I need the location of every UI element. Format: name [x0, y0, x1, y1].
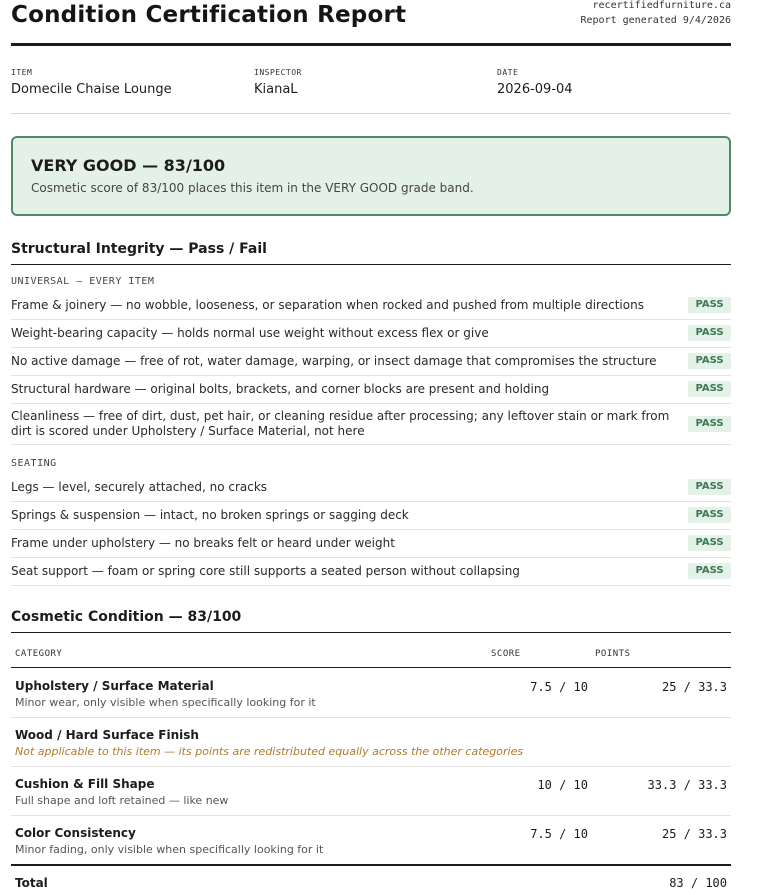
report-title: Condition Certification Report: [11, 2, 407, 28]
category-name: Wood / Hard Surface Finish: [15, 728, 199, 742]
check-row: [11, 348, 731, 376]
pass-badge: PASS: [688, 381, 731, 397]
seating-label: SEATING: [11, 458, 57, 469]
check-text: Frame under upholstery — no breaks felt or heard under weight: [11, 536, 395, 550]
check-row: [11, 474, 731, 502]
pass-badge: PASS: [688, 479, 731, 495]
generated-date: Report generated 9/4/2026: [580, 15, 731, 26]
category-name: Color Consistency: [15, 826, 136, 840]
category-score: 10 / 10: [537, 778, 588, 792]
category-points: 25 / 33.3: [661, 827, 727, 841]
category-score: 7.5 / 10: [530, 827, 588, 841]
grade-title: VERY GOOD — 83/100: [31, 156, 226, 175]
category-note: Full shape and loft retained — like new: [15, 794, 229, 807]
pass-badge: PASS: [688, 297, 731, 313]
total-value: 83 / 100: [669, 876, 727, 890]
cosmetic-section-title: Cosmetic Condition — 83/100: [11, 609, 731, 633]
meta-date-value: 2026-09-04: [497, 82, 573, 97]
check-text: Seat support — foam or spring core still supports a seated person without collapsing: [11, 564, 520, 578]
table-row: [11, 816, 731, 864]
table-row: [11, 718, 731, 767]
meta-item-label: ITEM: [11, 68, 33, 77]
grade-summary: [11, 136, 731, 216]
check-row: [11, 558, 731, 586]
meta-item-value: Domecile Chaise Lounge: [11, 82, 172, 97]
check-row: [11, 502, 731, 530]
category-score: 7.5 / 10: [530, 680, 588, 694]
check-text: Frame & joinery — no wobble, looseness, or separation when rocked and pushed from multiple directions: [11, 298, 644, 312]
header-score: SCORE: [491, 649, 521, 659]
check-text: Weight-bearing capacity — holds normal use weight without excess flex or give: [11, 326, 489, 340]
header-points: POINTS: [595, 649, 631, 659]
report-header: [11, 0, 731, 46]
cosmetic-table-header: [11, 632, 731, 668]
total-row: [11, 864, 731, 895]
meta-date: [497, 68, 573, 97]
check-row: [11, 530, 731, 558]
meta-date-label: DATE: [497, 68, 519, 77]
check-text: Springs & suspension — intact, no broken springs or sagging deck: [11, 508, 409, 522]
universal-label: UNIVERSAL — EVERY ITEM: [11, 276, 155, 287]
pass-badge: PASS: [688, 416, 731, 432]
pass-badge: PASS: [688, 563, 731, 579]
category-note: Minor wear, only visible when specifically looking for it: [15, 696, 316, 709]
meta-inspector-value: KianaL: [254, 82, 298, 97]
category-name: Upholstery / Surface Material: [15, 679, 214, 693]
site-name: recertifiedfurniture.ca: [592, 0, 731, 11]
structural-section-title: Structural Integrity — Pass / Fail: [11, 241, 731, 265]
pass-badge: PASS: [688, 535, 731, 551]
meta-inspector-label: INSPECTOR: [254, 68, 302, 77]
check-row: [11, 404, 731, 445]
meta-inspector: [254, 68, 302, 97]
category-name: Cushion & Fill Shape: [15, 777, 155, 791]
table-row: [11, 767, 731, 816]
check-row: [11, 320, 731, 348]
pass-badge: PASS: [688, 507, 731, 523]
check-row: [11, 292, 731, 320]
report-meta: [11, 46, 731, 114]
meta-item: [11, 68, 172, 97]
check-row: [11, 376, 731, 404]
grade-description: Cosmetic score of 83/100 places this item in the VERY GOOD grade band.: [31, 181, 474, 195]
category-note: Not applicable to this item — its points are redistributed equally across the other categories: [15, 745, 524, 758]
report-page: [11, 0, 731, 890]
check-text: No active damage — free of rot, water damage, warping, or insect damage that compromises the structure: [11, 354, 657, 368]
check-text: Structural hardware — original bolts, brackets, and corner blocks are present and holding: [11, 382, 550, 396]
table-row: [11, 669, 731, 718]
check-text: Legs — level, securely attached, no cracks: [11, 480, 268, 494]
header-category: CATEGORY: [15, 649, 63, 659]
check-text: Cleanliness — free of dirt, dust, pet hair, or cleaning residue after processing; any leftover stain or mark from dirt is scored under Upholstery / Surface Material, not here: [11, 409, 670, 438]
category-points: 33.3 / 33.3: [647, 778, 727, 792]
total-label: Total: [15, 876, 48, 890]
category-points: 25 / 33.3: [661, 680, 727, 694]
category-note: Minor fading, only visible when specifically looking for it: [15, 843, 324, 856]
pass-badge: PASS: [688, 325, 731, 341]
pass-badge: PASS: [688, 353, 731, 369]
